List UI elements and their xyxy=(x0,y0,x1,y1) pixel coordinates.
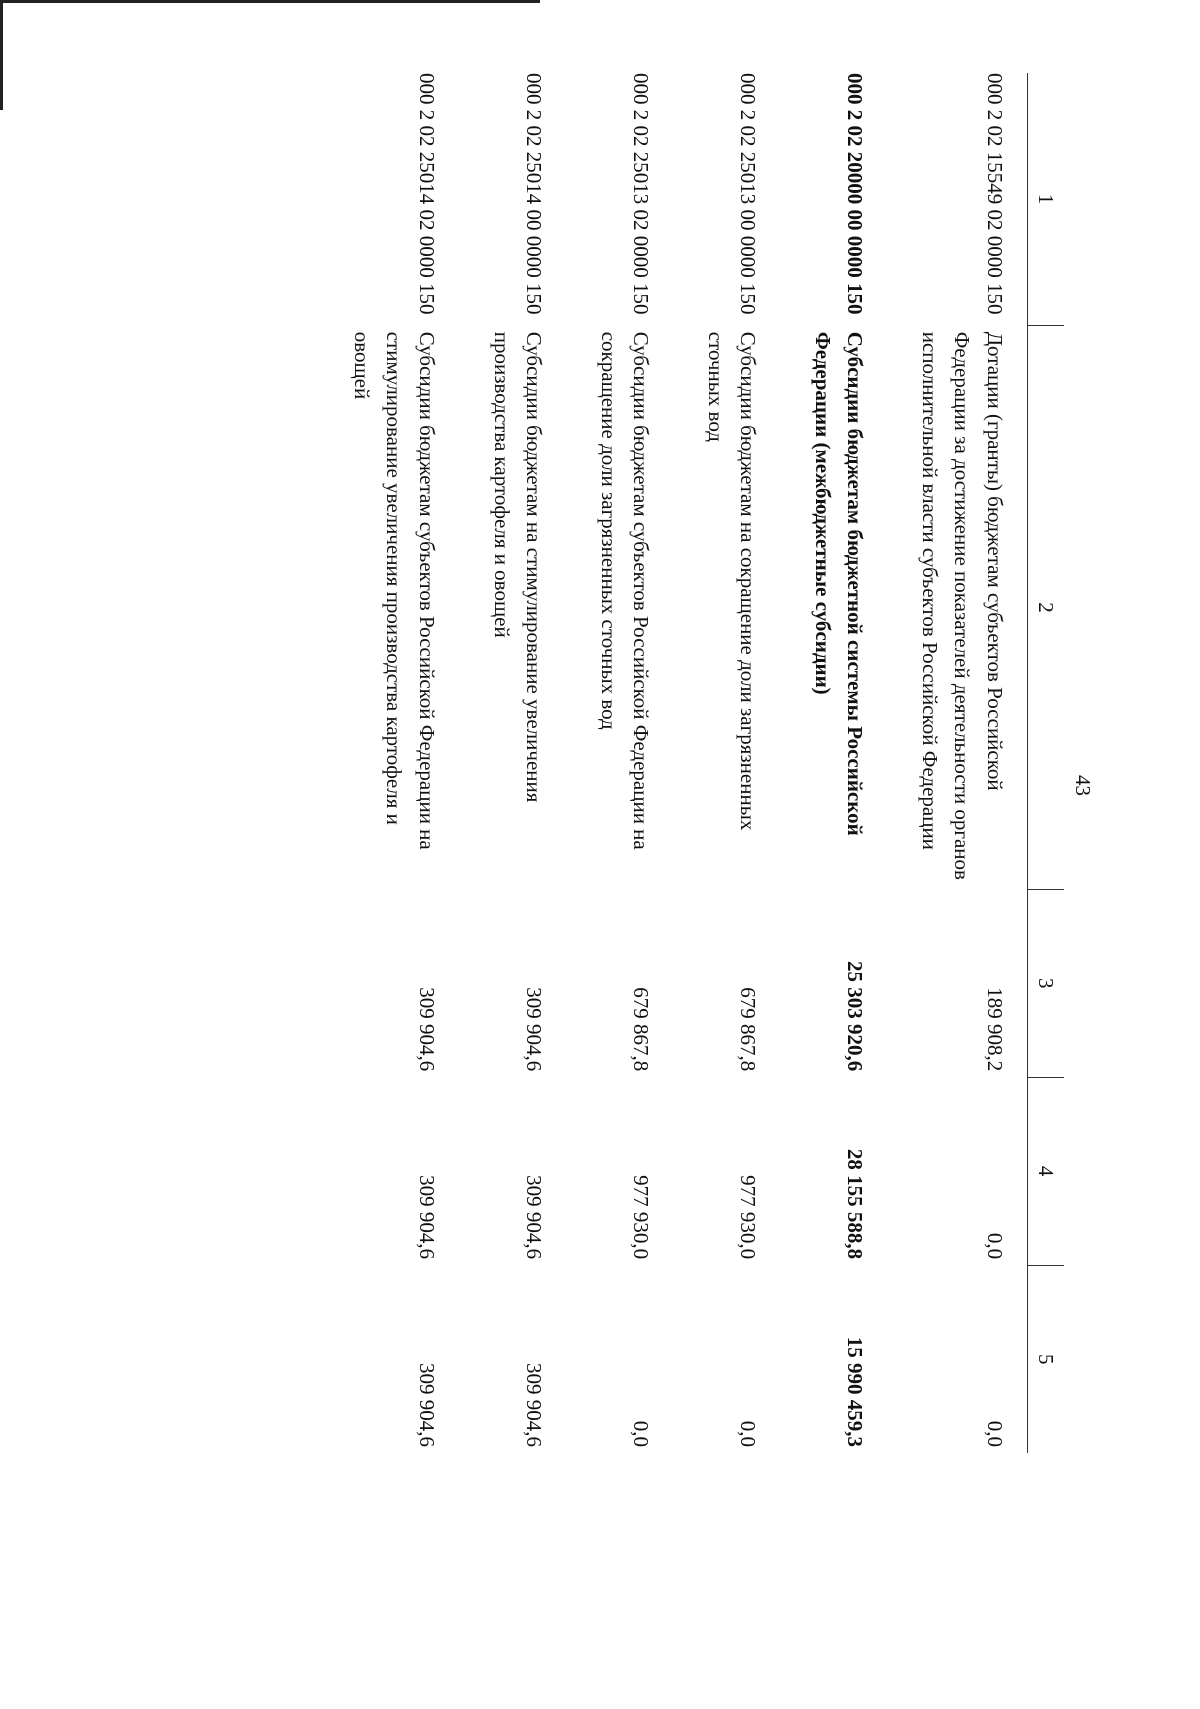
rotated-document-page xyxy=(140,0,1180,1500)
row-value-col4: 977 930,0 xyxy=(629,1175,654,1260)
row-value-col4: 309 904,6 xyxy=(414,1175,439,1260)
table-header-row xyxy=(1028,73,1065,1453)
row-value-col3: 25 303 920,6 xyxy=(843,960,868,1072)
row-value-col3: 679 867,8 xyxy=(736,987,761,1072)
page-number: 43 xyxy=(1071,775,1095,796)
row-name: Дотации (гранты) бюджетам субъектов Российской Федерации за достижение показателей деятельности органов исполнительной власти субъектов Российской Федерации xyxy=(917,331,1007,880)
row-code: 000 2 02 20000 00 0000 150 xyxy=(843,73,868,315)
row-value-col3: 189 908,2 xyxy=(983,987,1007,1072)
row-code: 000 2 02 25013 00 0000 150 xyxy=(736,73,761,315)
table-row xyxy=(657,73,764,1453)
header-col-5: 5 xyxy=(1028,1265,1065,1453)
table-row xyxy=(303,73,443,1453)
row-value-col5: 309 904,6 xyxy=(414,1363,439,1447)
row-value-col5: 309 904,6 xyxy=(522,1363,547,1447)
row-value-col3: 309 904,6 xyxy=(522,987,547,1072)
table-row xyxy=(443,73,550,1453)
row-code: 000 2 02 25014 00 0000 150 xyxy=(522,73,547,315)
table-row xyxy=(871,73,1011,1453)
row-name: Субсидии бюджетам бюджетной системы Российской Федерации (межбюджетные субсидии) xyxy=(810,331,868,836)
row-name: Субсидии бюджетам на стимулирование увеличения производства картофеля и овощей xyxy=(489,331,547,803)
header-col-1: 1 xyxy=(1028,73,1065,326)
table-row xyxy=(550,73,657,1453)
header-col-4: 4 xyxy=(1028,1077,1065,1265)
row-value-col5: 0,0 xyxy=(983,1420,1007,1447)
budget-table xyxy=(303,73,1064,1453)
table-body xyxy=(303,73,1011,1453)
row-value-col3: 679 867,8 xyxy=(629,987,654,1072)
header-col-3: 3 xyxy=(1028,889,1065,1077)
row-name: Субсидии бюджетам субъектов Российской Федерации на сокращение доли загрязненных сточных вод xyxy=(596,331,654,850)
row-value-col5: 0,0 xyxy=(736,1420,761,1447)
row-value-col4: 309 904,6 xyxy=(522,1175,547,1260)
row-value-col5: 0,0 xyxy=(629,1420,654,1447)
row-code: 000 2 02 25014 02 0000 150 xyxy=(414,73,439,315)
row-value-col3: 309 904,6 xyxy=(414,987,439,1072)
row-value-col4: 28 155 588,8 xyxy=(843,1148,868,1260)
scan-artifact-left xyxy=(0,0,3,110)
row-code: 000 2 02 25013 02 0000 150 xyxy=(629,73,654,315)
table-row xyxy=(764,73,871,1453)
row-value-col4: 0,0 xyxy=(983,1232,1007,1260)
row-name: Субсидии бюджетам на сокращение доли загрязненных сточных вод xyxy=(703,331,761,831)
row-code: 000 2 02 15549 02 0000 150 xyxy=(983,73,1007,315)
header-col-2: 2 xyxy=(1028,326,1065,890)
row-value-col5: 15 990 459,3 xyxy=(843,1336,868,1447)
row-value-col4: 977 930,0 xyxy=(736,1175,761,1260)
row-name: Субсидии бюджетам субъектов Российской Федерации на стимулирование увеличения производства картофеля и овощей xyxy=(349,331,439,850)
